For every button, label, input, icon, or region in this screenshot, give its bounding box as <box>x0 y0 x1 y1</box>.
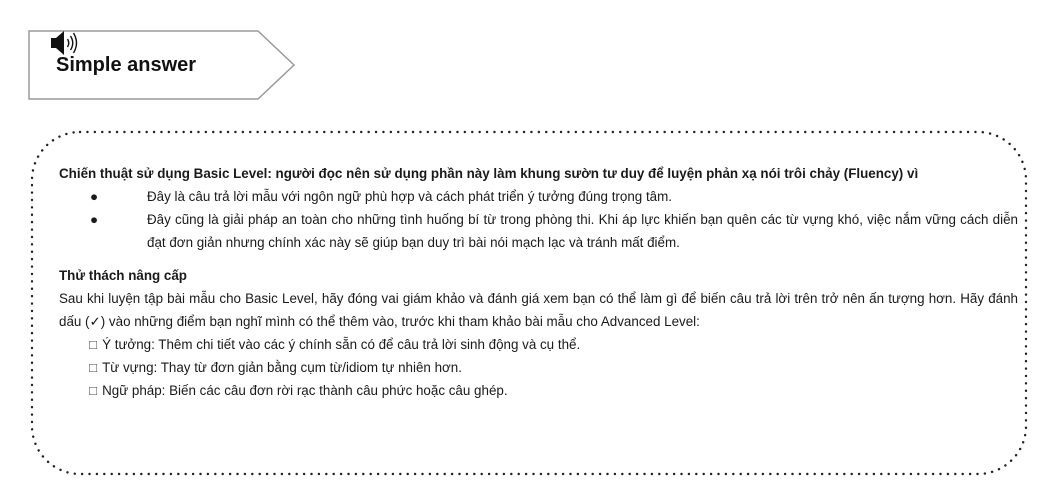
checkbox-icon[interactable]: □ <box>89 383 98 398</box>
section-banner <box>28 30 296 100</box>
challenge-checklist <box>59 333 1018 402</box>
list-item: ● Đây cũng là giải pháp an toàn cho những tình huống bí từ trong phòng thi. Khi áp lực khiến bạn quên các từ vựng khó, việc nắm vững cách diễn đạt đơn giản nhưng chính xác này sẽ giúp bạn duy trì bài nói mạch lạc và tránh mất điểm. <box>59 208 1018 254</box>
list-item: ● Đây là câu trả lời mẫu với ngôn ngữ phù hợp và cách phát triển ý tưởng đúng trọng tâm. <box>59 185 1018 208</box>
strategy-lead: Chiến thuật sử dụng Basic Level: người đọc nên sử dụng phần này làm khung sườn tư duy để luyện phản xạ nói trôi chảy (Fluency) vì <box>59 166 919 181</box>
bullet-dot-icon: ● <box>90 212 99 227</box>
challenge-intro: Sau khi luyện tập bài mẫu cho Basic Level, hãy đóng vai giám khảo và đánh giá xem bạn có thể làm gì để biến câu trả lời trên trở nên ấn tượng hơn. Hãy đánh dấu (✓) vào những điểm bạn nghĩ mình có thể thêm vào, trước khi tham khảo bài mẫu cho Advanced Level: <box>59 291 1018 329</box>
banner-title: Simple answer <box>56 53 197 76</box>
checklist-item[interactable]: □ Từ vựng: Thay từ đơn giản bằng cụm từ/idiom tự nhiên hơn. <box>89 360 462 375</box>
strategy-bullet-list <box>59 185 1018 254</box>
checkbox-icon[interactable]: □ <box>89 337 98 352</box>
tips-box <box>30 130 1028 476</box>
checklist-item[interactable]: □ Ý tưởng: Thêm chi tiết vào các ý chính sẵn có để câu trả lời sinh động và cụ thể. <box>89 337 581 352</box>
bullet-dot-icon: ● <box>90 189 99 204</box>
checkbox-icon[interactable]: □ <box>89 360 98 375</box>
checklist-item[interactable]: □ Ngữ pháp: Biến các câu đơn rời rạc thành câu phức hoặc câu ghép. <box>89 383 508 398</box>
challenge-title: Thử thách nâng cấp <box>59 268 187 283</box>
